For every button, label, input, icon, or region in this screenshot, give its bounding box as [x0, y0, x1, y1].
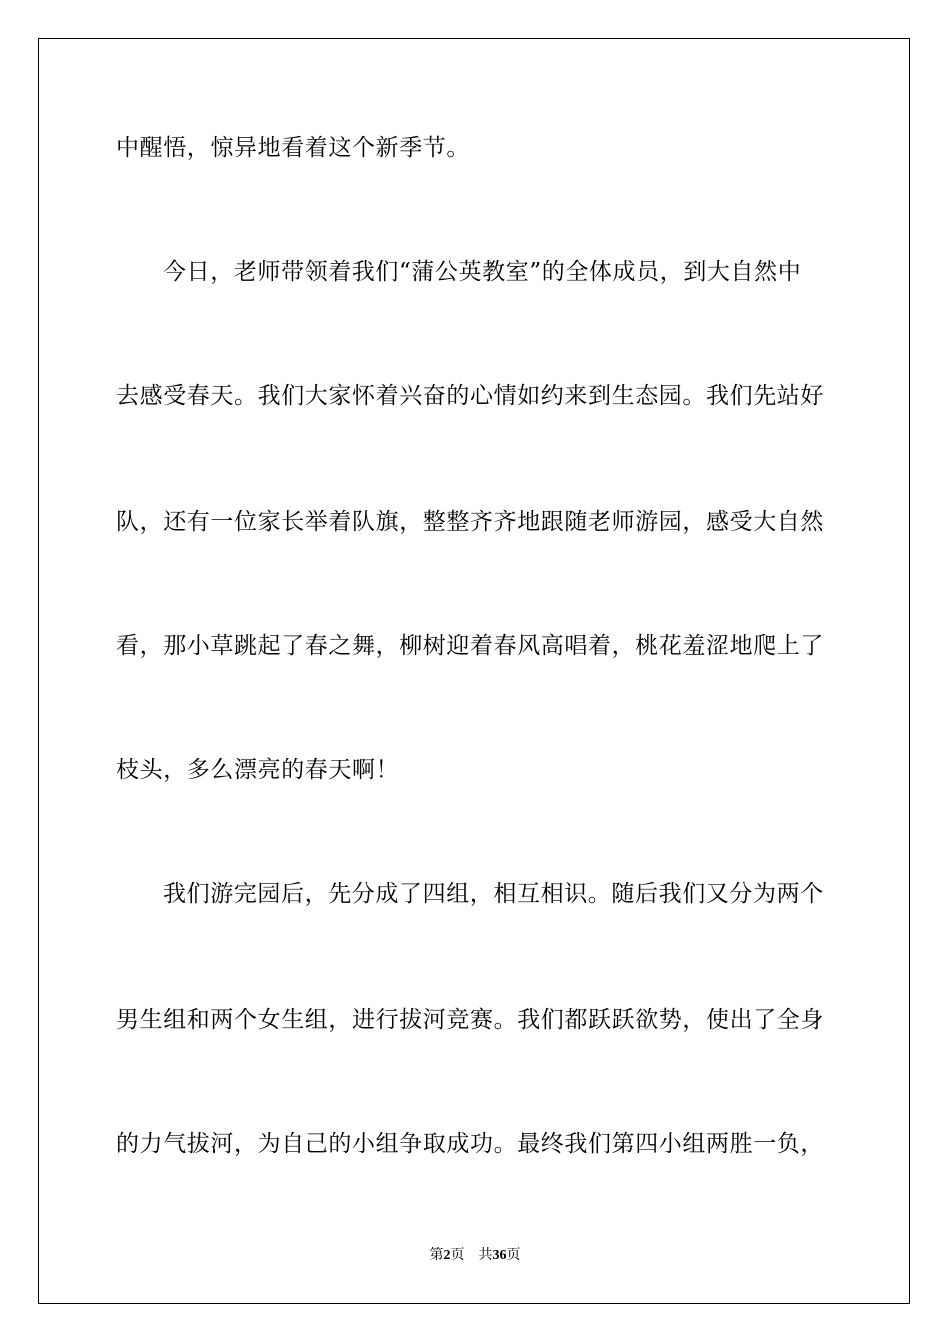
footer-total-prefix: 共 — [478, 1247, 493, 1263]
page-footer — [0, 1246, 950, 1265]
text-line-9: 的力气拔河，为自己的小组争取成功。最终我们第四小组两胜一负， — [116, 1131, 824, 1157]
footer-total-suffix: 页 — [506, 1247, 521, 1263]
footer-page-number: 2 — [443, 1248, 451, 1263]
text-line-7: 我们游完园后，先分成了四组，相互相识。随后我们又分为两个 — [163, 881, 824, 907]
text-line-3: 去感受春天。我们大家怀着兴奋的心情如约来到生态园。我们先站好 — [116, 383, 824, 409]
footer-total-pages: 36 — [492, 1248, 507, 1263]
text-line-6: 枝头，多么漂亮的春天啊！ — [116, 757, 400, 783]
text-line-1: 中醒悟，惊异地看着这个新季节。 — [116, 135, 470, 161]
page-border — [38, 38, 910, 1304]
text-line-8: 男生组和两个女生组，进行拔河竞赛。我们都跃跃欲势，使出了全身 — [116, 1007, 824, 1033]
text-line-4: 队，还有一位家长举着队旗，整整齐齐地跟随老师游园，感受大自然 — [116, 509, 824, 535]
footer-page-suffix: 页 — [450, 1247, 465, 1263]
text-line-5: 看，那小草跳起了春之舞，柳树迎着春风高唱着，桃花羞涩地爬上了 — [116, 633, 824, 659]
text-line-2: 今日，老师带领着我们“蒲公英教室”的全体成员，到大自然中 — [163, 259, 802, 285]
footer-page-prefix: 第 — [429, 1247, 444, 1263]
